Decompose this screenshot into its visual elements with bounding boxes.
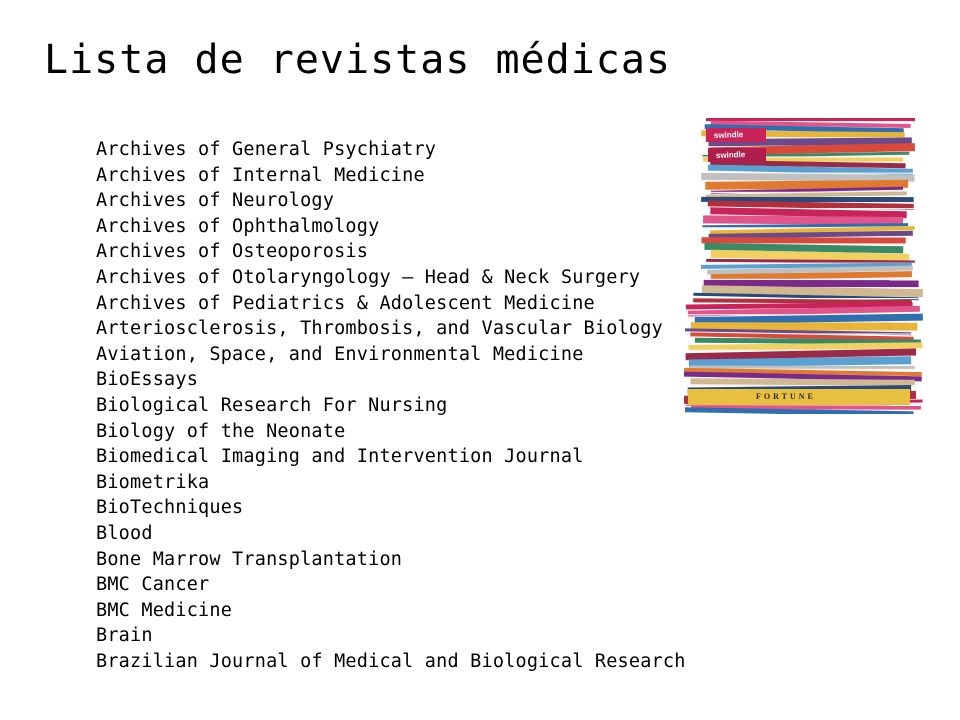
journal-list [96, 137, 686, 674]
list-item: BioTechniques [96, 497, 244, 519]
list-item: Archives of Neurology [96, 190, 335, 212]
list-item: Archives of Internal Medicine [96, 164, 425, 186]
list-item: Aviation, Space, and Environmental Medicine [96, 343, 584, 365]
list-item: Archives of Ophthalmology [96, 215, 380, 237]
page-edge [711, 279, 912, 280]
list-item: BMC Cancer [96, 574, 210, 596]
list-item: Archives of Osteoporosis [96, 241, 369, 263]
list-item: BioEssays [96, 369, 199, 391]
list-item: Archives of General Psychiatry [96, 139, 437, 160]
list-item: Blood [96, 522, 153, 544]
spine-label: swindle [715, 149, 746, 160]
list-item: Biological Research For Nursing [96, 394, 448, 416]
magazine-layer [706, 118, 915, 121]
list-item: Brain [96, 625, 153, 647]
list-item: Biomedical Imaging and Intervention Journal [96, 446, 584, 468]
spine-label: swindle [713, 129, 744, 140]
magazine-stack-image [684, 114, 924, 414]
list-item: Archives of Otolaryngology – Head & Neck Surgery [96, 266, 641, 288]
list-item: Biometrika [96, 471, 210, 493]
list-item: Brazilian Journal of Medical and Biological Research [96, 650, 686, 672]
page-title: Lista de revistas médicas [44, 37, 672, 83]
spine-label: FORTUNE [756, 392, 816, 401]
list-item: Biology of the Neonate [96, 420, 346, 442]
list-item: Bone Marrow Transplantation [96, 548, 403, 570]
list-item: Archives of Pediatrics & Adolescent Medicine [96, 292, 595, 314]
list-item: Arteriosclerosis, Thrombosis, and Vascular Biology [96, 318, 663, 340]
list-item: BMC Medicine [96, 599, 233, 621]
magazine-layer [701, 237, 905, 243]
magazine-layer [690, 366, 915, 369]
